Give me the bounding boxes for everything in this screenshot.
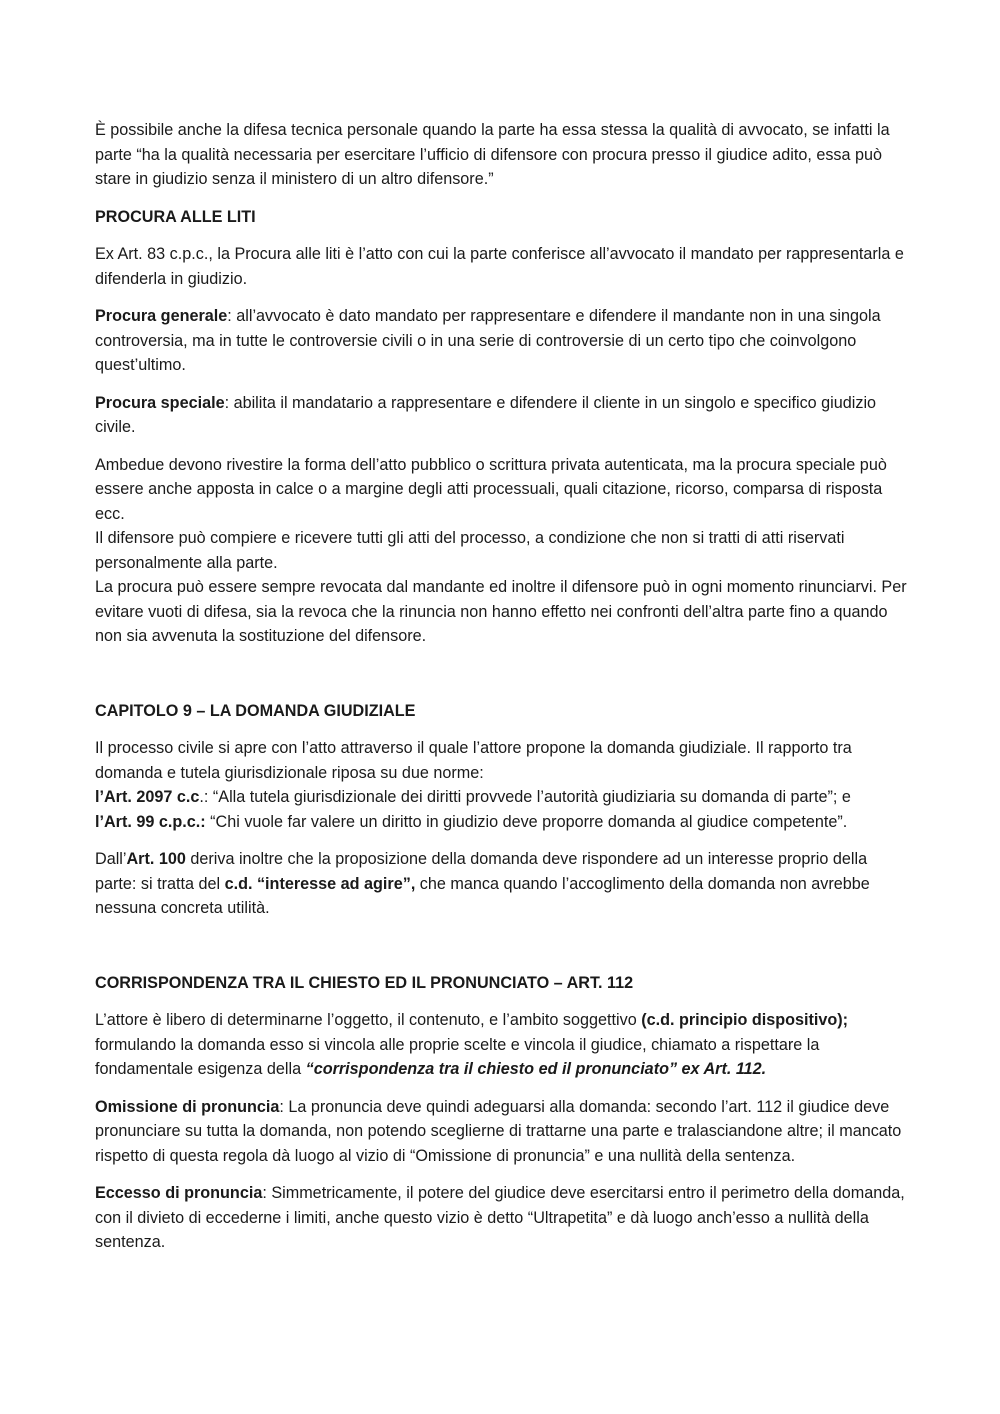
intro-paragraph: È possibile anche la difesa tecnica personale quando la parte ha essa stessa la qualità di avvocato, se infatti la parte “ha la qualità necessaria per esercitare l’ufficio di difensore con procura presso il giudice adito, essa può stare in giudizio senza il ministero di un altro difensore.”: [95, 121, 890, 188]
corrispondenza-text-a: L’attore è libero di determinarne l’oggetto, il contenuto, e l’ambito soggettivo: [95, 1011, 642, 1029]
difensore-text: Il difensore può compiere e ricevere tutti gli atti del processo, a condizione che non si tratti di atti riservati personalmente alla parte.: [95, 529, 845, 572]
omissione-text: : La pronuncia deve quindi adeguarsi alla domanda: secondo l’art. 112 il giudice deve pronunciare su tutta la domanda, non potendo sceglierne di trattarne una parte e tralasciandone altre; il mancato rispetto di questa regola dà luogo al vizio di “Omissione di pronuncia” e una nullità della sentenza.: [95, 1097, 902, 1165]
procura-generale-paragraph: [95, 304, 910, 378]
art-2097-text: .: “Alla tutela giurisdizionale dei diritti provvede l’autorità giudiziaria su domanda di parte”; e: [199, 788, 851, 806]
art-100-label: Art. 100: [126, 850, 186, 868]
document-body: [95, 118, 910, 1268]
art-2097-label: l’Art. 2097 c.c: [95, 788, 200, 806]
capitolo-paragraph-1: [95, 736, 910, 834]
omissione-paragraph: [95, 1095, 910, 1169]
procura-speciale-paragraph: [95, 391, 910, 440]
omissione-term: Omissione di pronuncia: [95, 1097, 280, 1116]
art-100-prefix: Dall’: [95, 850, 127, 868]
section-heading-corrispondenza: CORRISPONDENZA TRA IL CHIESTO ED IL PRONUNCIATO – ART. 112: [95, 973, 634, 992]
procura-speciale-term: Procura speciale: [95, 393, 225, 412]
procura-forma-paragraph: [95, 453, 910, 649]
section-gap: [95, 662, 910, 699]
corrispondenza-paragraph-1: [95, 1008, 910, 1082]
procura-generale-text: : all’avvocato è dato mandato per rappresentare e difendere il mandante non in una singola controversia, ma in tutte le controversie civili o in una serie di controversie di un certo tipo che coinvolgono quest’ultimo.: [95, 307, 881, 374]
procura-definition: Ex Art. 83 c.p.c., la Procura alle liti è l’atto con cui la parte conferisce all’avvocato il mandato per rappresentarla e difenderla in giudizio.: [95, 245, 904, 288]
ambedue-text: Ambedue devono rivestire la forma dell’atto pubblico o scrittura privata autenticata, ma la procura speciale può essere anche apposta in calce o a margine degli atti processuali, quali citazione, ricorso, comparsa di risposta ecc.: [95, 455, 887, 523]
corrispondenza-quote: “corrispondenza tra il chiesto ed il pronunciato” ex Art. 112.: [305, 1060, 767, 1078]
eccesso-term: Eccesso di pronuncia: [95, 1184, 263, 1202]
eccesso-text: : Simmetricamente, il potere del giudice deve esercitarsi entro il perimetro della domanda, con il divieto di eccederne i limiti, anche questo vizio è detto “Ultrapetita” e dà luogo anch’esso a nullità della sentenza.: [95, 1184, 905, 1251]
eccesso-paragraph: [95, 1181, 910, 1255]
art-100-text: deriva inoltre che la proposizione della domanda deve rispondere ad un interesse proprio della parte: si tratta del: [95, 850, 868, 893]
art-99-text: “Chi vuole far valere un diritto in giudizio deve proporre domanda al giudice competente”.: [205, 812, 848, 831]
capitolo-paragraph-2: [95, 847, 910, 921]
procura-generale-term: Procura generale: [95, 307, 228, 325]
art-99-label: l’Art. 99 c.p.c.:: [95, 812, 206, 831]
section-heading-capitolo: CAPITOLO 9 – LA DOMANDA GIUDIZIALE: [95, 701, 416, 720]
capitolo-intro-text: Il processo civile si apre con l’atto attraverso il quale l’attore propone la domanda giudiziale. Il rapporto tra domanda e tutela giurisdizionale riposa su due norme:: [95, 739, 852, 782]
section-heading-procura: PROCURA ALLE LITI: [95, 207, 256, 226]
procura-speciale-text: : abilita il mandatario a rappresentare e difendere il cliente in un singolo e specifico giudizio civile.: [95, 393, 877, 436]
corrispondenza-text-b: formulando la domanda esso si vincola alle proprie scelte e vincola il giudice, chiamato a rispettare la fondamentale esigenza della: [95, 1035, 820, 1078]
revoca-text: La procura può essere sempre revocata dal mandante ed inoltre il difensore può in ogni momento rinunciarvi. Per evitare vuoti di difesa, sia la revoca che la rinuncia non hanno effetto nei confronti dell’altra parte fino a quando non sia avvenuta la sostituzione del difensore.: [95, 578, 907, 645]
art-100-text-end: che manca quando l’accoglimento della domanda non avrebbe nessuna concreta utilità.: [95, 874, 870, 917]
section-gap: [95, 934, 910, 971]
interesse-ad-agire-term: c.d. “interesse ad agire”,: [224, 874, 416, 893]
principio-dispositivo-term: (c.d. principio dispositivo);: [641, 1011, 849, 1029]
